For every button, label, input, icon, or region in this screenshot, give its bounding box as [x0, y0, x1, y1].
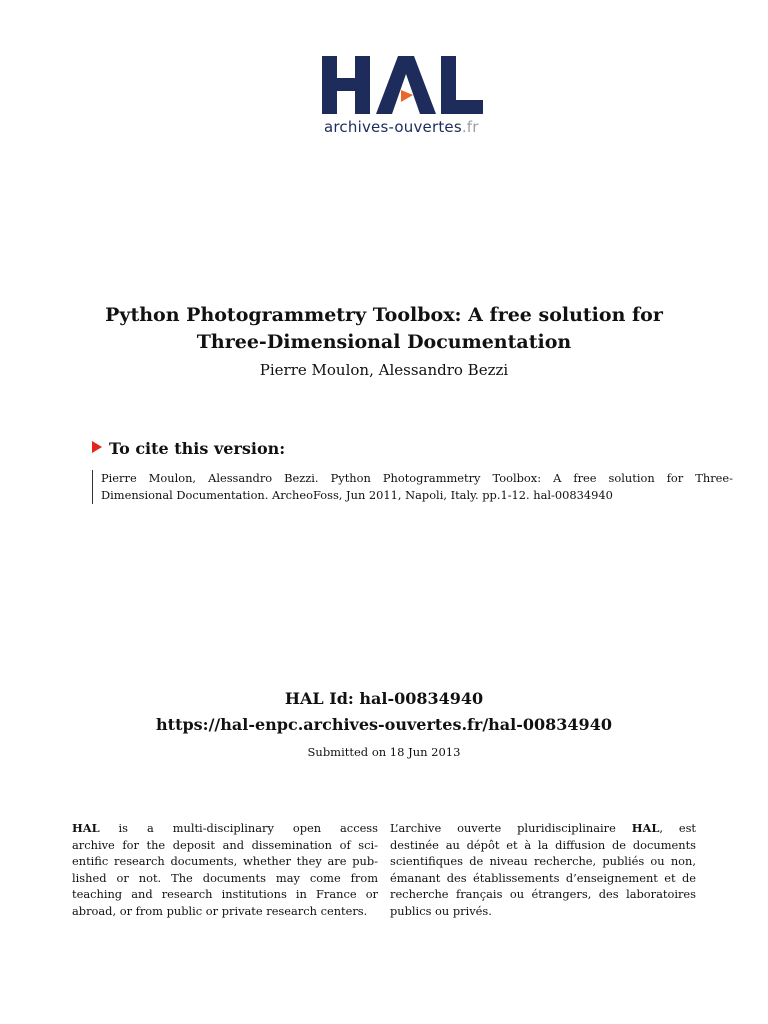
french-line-4: émanant des établissements d’enseignement et de [390, 870, 696, 885]
english-line-1 [72, 820, 378, 837]
english-line-2: archive for the deposit and dissemination of sci- [72, 837, 378, 852]
hal-wordmark-text: archives-ouvertes [324, 118, 462, 136]
english-line-4: lished or not. The documents may come from [72, 870, 378, 885]
french-hal-lead: HAL [631, 821, 660, 835]
title-line-2: Three-Dimensional Documentation [196, 331, 572, 353]
english-line-3: entific research documents, whether they are pub- [72, 854, 378, 868]
english-hal-lead: HAL [72, 821, 100, 835]
hal-id: HAL Id: hal-00834940 [284, 689, 484, 708]
document-title [0, 302, 768, 356]
cite-heading-text: To cite this version: [109, 439, 286, 458]
hal-wordmark-suffix: .fr [461, 118, 479, 136]
citation-line-1: Pierre Moulon, Alessandro Bezzi. Python Photogrammetry Toolbox: A free solution for Three- [101, 471, 733, 485]
french-line-1-post: , est [659, 821, 696, 835]
french-line-5: recherche français ou étrangers, des laboratoires [390, 887, 696, 901]
citation-box [92, 470, 733, 504]
french-line-1-pre: L’archive ouverte pluridisciplinaire [390, 821, 632, 835]
citation-line-2: Dimensional Documentation. ArcheoFoss, Jun 2011, Napoli, Italy. pp.1-12. hal-00834940 [101, 488, 613, 502]
hal-logo [320, 50, 490, 145]
french-notice [390, 820, 696, 919]
french-line-2: destinée au dépôt et à la diffusion de documents [390, 837, 696, 852]
hal-logo-mark [322, 50, 487, 120]
hal-url-link[interactable]: https://hal-enpc.archives-ouvertes.fr/hal-00834940 [156, 715, 612, 734]
english-line-6: abroad, or from public or private research centers. [72, 903, 368, 918]
french-line-3: scientifiques de niveau recherche, publiés ou non, [390, 854, 696, 868]
hal-wordmark [324, 118, 479, 136]
french-line-1 [390, 820, 696, 837]
french-line-6: publics ou privés. [390, 903, 492, 918]
english-line-5: teaching and research institutions in France or [72, 887, 378, 901]
triangle-bullet-icon [92, 441, 102, 453]
english-line-1-text: is a multi-disciplinary open access [99, 821, 378, 835]
hal-logo-graphic [322, 50, 487, 120]
cite-heading [92, 439, 285, 458]
english-notice [72, 820, 378, 919]
submission-date: Submitted on 18 Jun 2013 [307, 745, 461, 759]
title-line-1: Python Photogrammetry Toolbox: A free solution for [105, 304, 663, 326]
document-authors: Pierre Moulon, Alessandro Bezzi [259, 361, 509, 379]
